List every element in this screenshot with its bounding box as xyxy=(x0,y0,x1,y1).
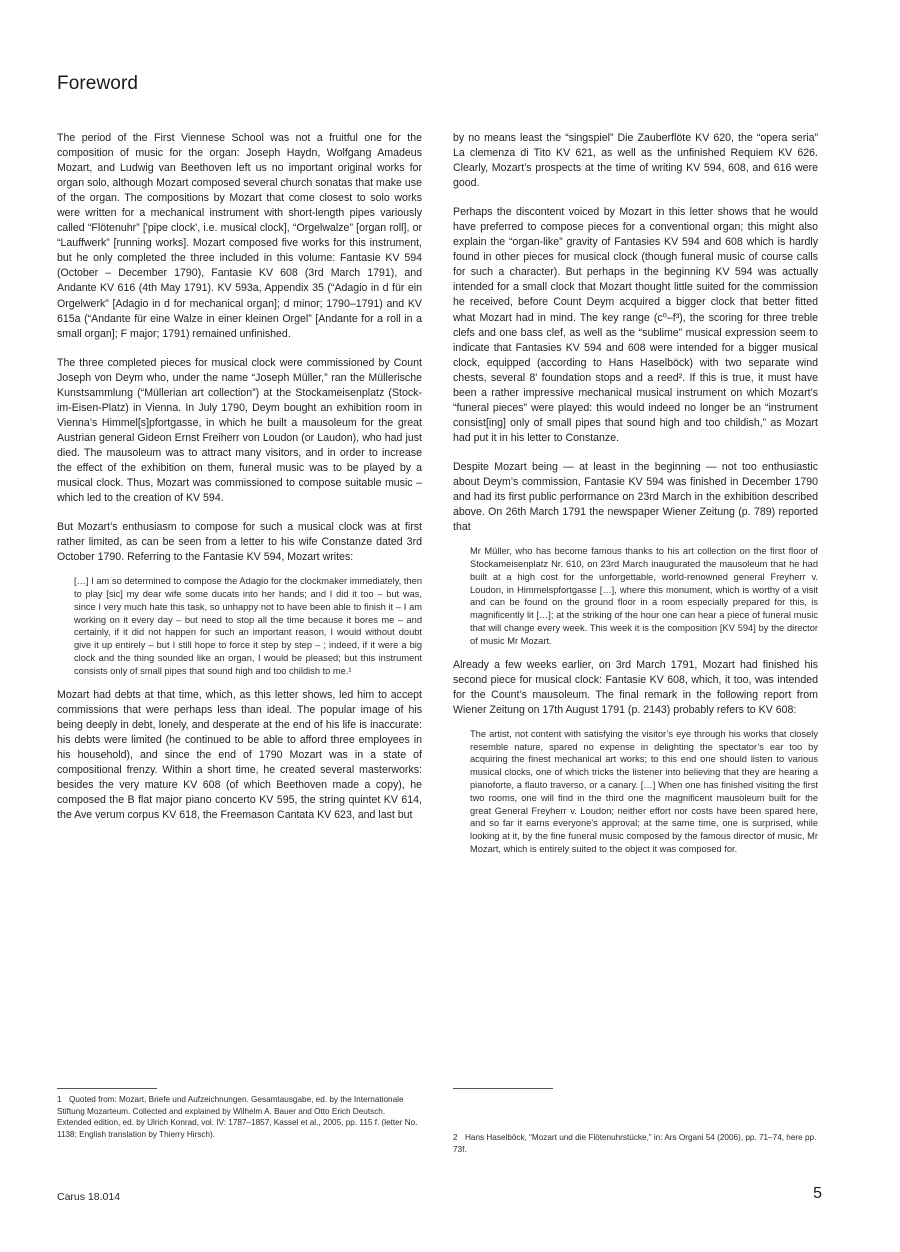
block-quote: […] I am so determined to compose the Adagio for the clockmaker immediately, then to play [sic] my dear wife some ducats into her hands; and I did it too – but was, since I very much hate this task, so unhappy not to have been able to finish it – I am working on it every day – but need to stop all the time because it bores me – and certainly, if it did not happen for such an important reason, I would without doubt give it up entirely – but I still hope to force it step by step – ; indeed, if it were a big clock and the thing sounded like an organ, I would be pleased; but this instrument consists only of small pipes that sound high and too childish to me.¹ xyxy=(74,576,422,676)
footnote-marker: 2 xyxy=(453,1133,458,1142)
body-paragraph: The period of the First Viennese School was not a fruitful one for the composition of music for the organ: Joseph Haydn, Wolfgang Amadeus Mozart, and Ludwig van Beethoven left us no important original works for organ solo, although Mozart composed several church sonatas that make use of the organ. The compositions by Mozart that come closest to solo works were written for a mechanical instrument with short-length pipes variously called “Flötenuhr” ['pipe clock', i.e. musical clock], “Orgelwalze” [organ roll], or “Lauffwerk” [running works]. Mozart composed five works for this instrument, but he only completed the three included in this volume: Fantasie KV 594 (October – December 1790), Fantasie KV 608 (3rd March 1791), and Andante KV 616 (4th May 1791). KV 593a, Appendix 35 (“Adagio in d für ein Orgelwerk” [Adagio in d for mechanical organ]; d minor; 1790–1791) and KV 615a (“Andante für eine Walze in einer kleinen Orgel” [Andante for a roll in a small organ]; F major; 1791) remained unfinished. xyxy=(57,132,422,340)
body-paragraph: Already a few weeks earlier, on 3rd March 1791, Mozart had finished his second piece for musical clock: Fantasie KV 608, which, it too, was intended for the Count’s mausoleum. The final remark in the following report from Wiener Zeitung on 17th August 1791 (p. 2143) probably refers to KV 608: xyxy=(453,658,818,716)
footnote-2 xyxy=(453,1132,818,1155)
left-column xyxy=(57,131,422,837)
body-paragraph: by no means least the “singspiel” Die Zauberflöte KV 620, the “opera seria” La clemenza di Tito KV 621, as well as the unfinished Requiem KV 626. Clearly, Mozart’s prospects at the time of writing KV 594, 608, and 616 were good. xyxy=(453,132,818,190)
body-paragraph: Mozart had debts at that time, which, as this letter shows, led him to accept commissions that were perhaps less than ideal. The popular image of his being deeply in debt, lonely, and desperate at the end of his life is inaccurate: his debts were limited (he continued to be able to afford three employees in his household), and since the end of 1790 Mozart was in a state of compositional frenzy. Within a short time, he created several masterworks: besides the very mature KV 608 (of which Beethoven made a copy), he composed the B flat major piano concerto KV 595, the string quintet KV 614, the Ave verum corpus KV 618, the Freemason Cantata KV 623, and last but xyxy=(57,688,422,822)
footnote-text: Hans Haselböck, “Mozart und die Flötenuhrstücke,” in: Ars Organi 54 (2006), pp. 71–74, here pp. 73f. xyxy=(453,1133,817,1154)
block-quote: Mr Müller, who has become famous thanks to his art collection on the first floor of Stockameisenplatz Nr. 610, on 23rd March inaugurated the mausoleum that he had built at a high cost for the unforgettable, world-renowned general Freyherr v. Loudon, in Himmelspfortgasse […], where this monument, which is worthy of a visit and can be found on the ground floor in a room especially prepared for this, is magnificently lit […]; at the striking of the hour one can hear a piece of funeral music that will change every week. This week it is the composition [KV 594] by the director of music Mr Mozart. xyxy=(470,546,818,646)
right-column xyxy=(453,131,818,866)
block-quote: The artist, not content with satisfying the visitor’s eye through his works that closely resemble nature, spared no expense in delighting the spectator’s ear too by acquiring the finest mechanical art works; to this end one should listen to various musical clocks, one of which tricks the listener into believing that they are hearing a pianoforte, a flauto traverso, or a canary. […] When one has finished visiting the first two rooms, one will find in the third one the magnificent mausoleum built for the great General Freyherr v. Loudon; neither effort nor costs have been spared here, and so far it earns everyone’s approval; at the same time, one is surprised, while looking at it, by the fine funeral music composed by the famous director of music, Mr Mozart, which is entirely suited to the object it was composed for. xyxy=(470,728,818,854)
footnote-1 xyxy=(57,1094,419,1140)
body-paragraph: But Mozart’s enthusiasm to compose for such a musical clock was at first rather limited, as can be seen from a letter to his wife Constanze dated 3rd October 1790. Referring to the Fantasie KV 594, Mozart writes: xyxy=(57,521,422,564)
body-paragraph: The three completed pieces for musical clock were commissioned by Count Joseph von Deym who, under the name “Joseph Müller,” ran the Müllerische Kunstsammlung (“Müllerian art collection”) at the Stockameisenplatz (Stock-im-Eisen-Platz) in Vienna. In July 1790, Deym bought an exhibition room in Vienna’s Himmel[s]pfortgasse, in which he built a mausoleum for the great Austrian general Gideon Ernst Freiherr von Loudon (or Laudon), who had just died. The mausoleum was to attract many visitors, and in order to increase the effect of the exhibition on them, funeral music was to be played by a musical clock. Thus, Mozart was commissioned to compose suitable music – which led to the creation of KV 594. xyxy=(57,356,422,505)
publisher-code: Carus 18.014 xyxy=(57,1191,121,1203)
footnote-text: Quoted from: Mozart, Briefe und Aufzeichnungen. Gesamtausgabe, ed. by the Internationale Stiftung Mozarteum. Collected and explained by Wilhelm A. Bauer and Otto Erich Deutsch. Extended edition, ed. by Ulrich Konrad, vol. IV: 1787–1857, Kassel et al., 2005, pp. 115 f. (letter No. 1138; English translation by Thierry Hirsch). xyxy=(57,1095,418,1139)
page-title: Foreword xyxy=(57,73,139,94)
body-paragraph: Perhaps the discontent voiced by Mozart in this letter shows that he would have preferred to compose pieces for a conventional organ; this might also explain the “organ-like” gravity of Fantasies KV 594 and 608 which is hardly found in other pieces for musical clock (though funeral music of course calls for such a character). But perhaps in the beginning KV 594 was actually intended for a small clock that Mozart thought little suited for the commission he received, before Count Deym acquired a bigger clock that better fitted what Mozart had in mind. The key range (c⁰–f³), the scoring for three treble clefs and one bass clef, as well as the “sublime” musical expression seem to indicate that Fantasies KV 594 and 608 were intended for a bigger musical clock, equipped (according to Hans Haselböck) with two separate wind chests, several 8' foundation stops and a reed². If this is true, it must have been a rather impressive mechanical musical instrument on which Mozart’s “funeral pieces” were played: this would indeed no longer be an “instrument consist[ing] only of small pipes that sound high and too childish,” as Mozart had put it in his letter to Constanze. xyxy=(453,206,818,444)
page-number: 5 xyxy=(813,1185,822,1202)
footnote-divider xyxy=(453,1088,553,1089)
footnote-divider xyxy=(57,1088,157,1089)
body-paragraph: Despite Mozart being — at least in the beginning — not too enthusiastic about Deym’s commission, Fantasie KV 594 was finished in December 1790 and had its first public performance on 23rd March in the exhibition described above. On 26th March 1791 the newspaper Wiener Zeitung (p. 789) reported that xyxy=(453,460,818,534)
footnote-marker: 1 xyxy=(57,1095,62,1104)
